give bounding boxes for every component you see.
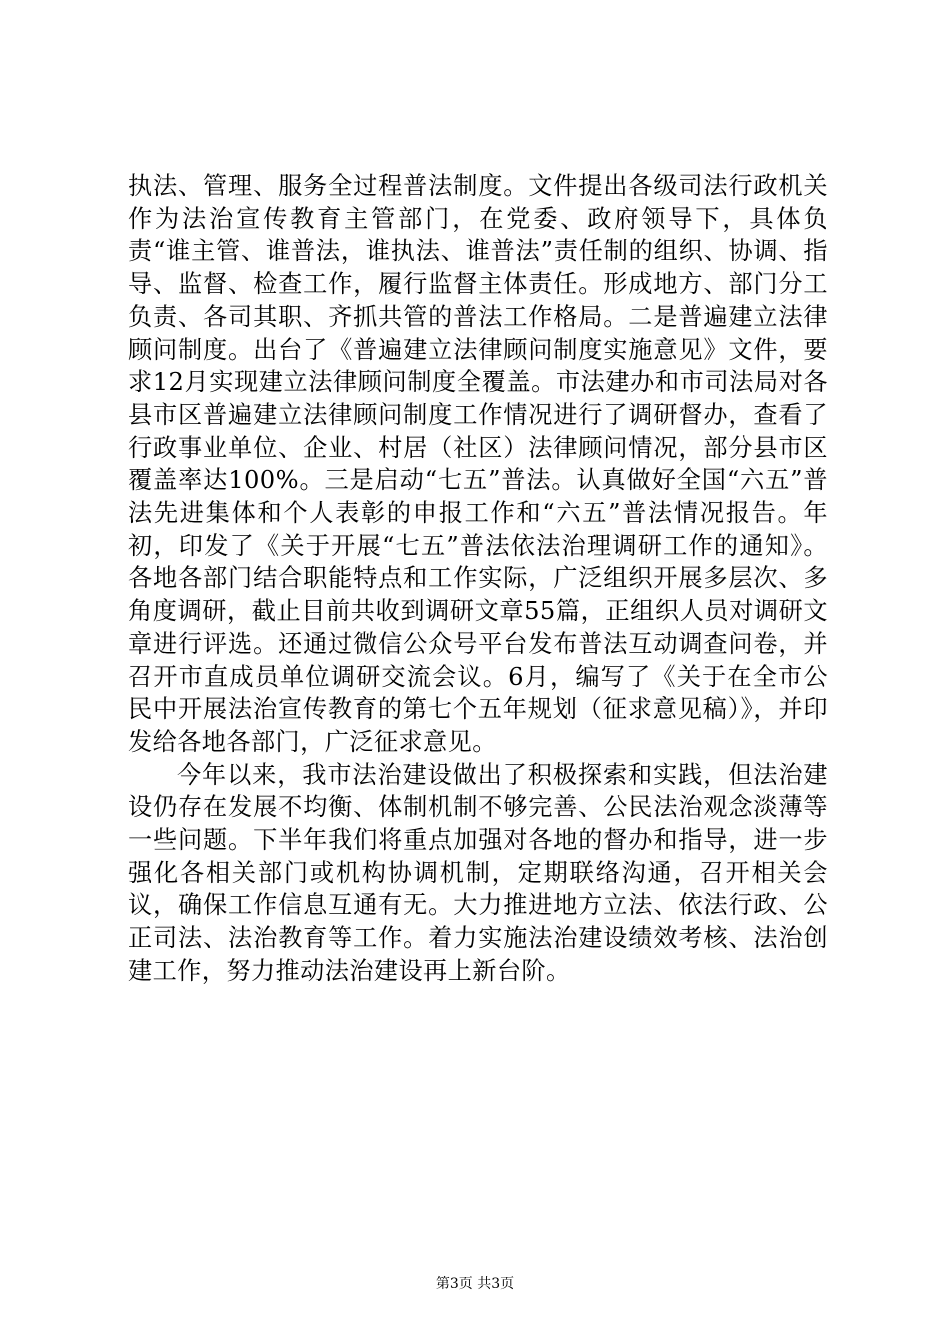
page-total: 共3页 [477,1276,515,1292]
paragraph-continued: 执法、管理、服务全过程普法制度。文件提出各级司法行政机关作为法治宣传教育主管部门，在党委、政府领导下，具体负责“谁主管、谁普法，谁执法、谁普法”责任制的组织、协调、指导、监督、检查工作，履行监督主体责任。形成地方、部门分工负责、各司其职、齐抓共管的普法工作格局。二是普遍建立法律顾问制度。出台了《普遍建立法律顾问制度实施意见》文件，要求12月实现建立法律顾问制度全覆盖。市法建办和市司法局对各县市区普遍建立法律顾问制度工作情况进行了调研督办，查看了行政事业单位、企业、村居（社区）法律顾问情况，部分县市区覆盖率达100%。三是启动“七五”普法。认真做好全国“六五”普法先进集体和个人表彰的申报工作和“六五”普法情况报告。年初，印发了《关于开展“七五”普法依法治理调研工作的通知》。各地各部门结合职能特点和工作实际，广泛组织开展多层次、多角度调研，截止目前共收到调研文章55篇，正组织人员对调研文章进行评选。还通过微信公众号平台发布普法互动调查问卷，并召开市直成员单位调研交流会议。6月，编写了《关于在全市公民中开展法治宣传教育的第七个五年规划（征求意见稿）》，并印发给各地各部门，广泛征求意见。 [128,172,828,756]
page-number: 第3页 [435,1276,473,1292]
paragraph-summary: 今年以来，我市法治建设做出了积极探索和实践，但法治建设仍存在发展不均衡、体制机制不够完善、公民法治观念淡薄等一些问题。下半年我们将重点加强对各地的督办和指导，进一步强化各相关部门或机构协调机制，定期联络沟通，召开相关会议，确保工作信息互通有无。大力推进地方立法、依法行政、公正司法、法治教育等工作。着力实施法治建设绩效考核、法治创建工作，努力推动法治建设再上新台阶。 [128,760,828,985]
page-footer [0,1275,950,1293]
document-body [128,170,828,988]
